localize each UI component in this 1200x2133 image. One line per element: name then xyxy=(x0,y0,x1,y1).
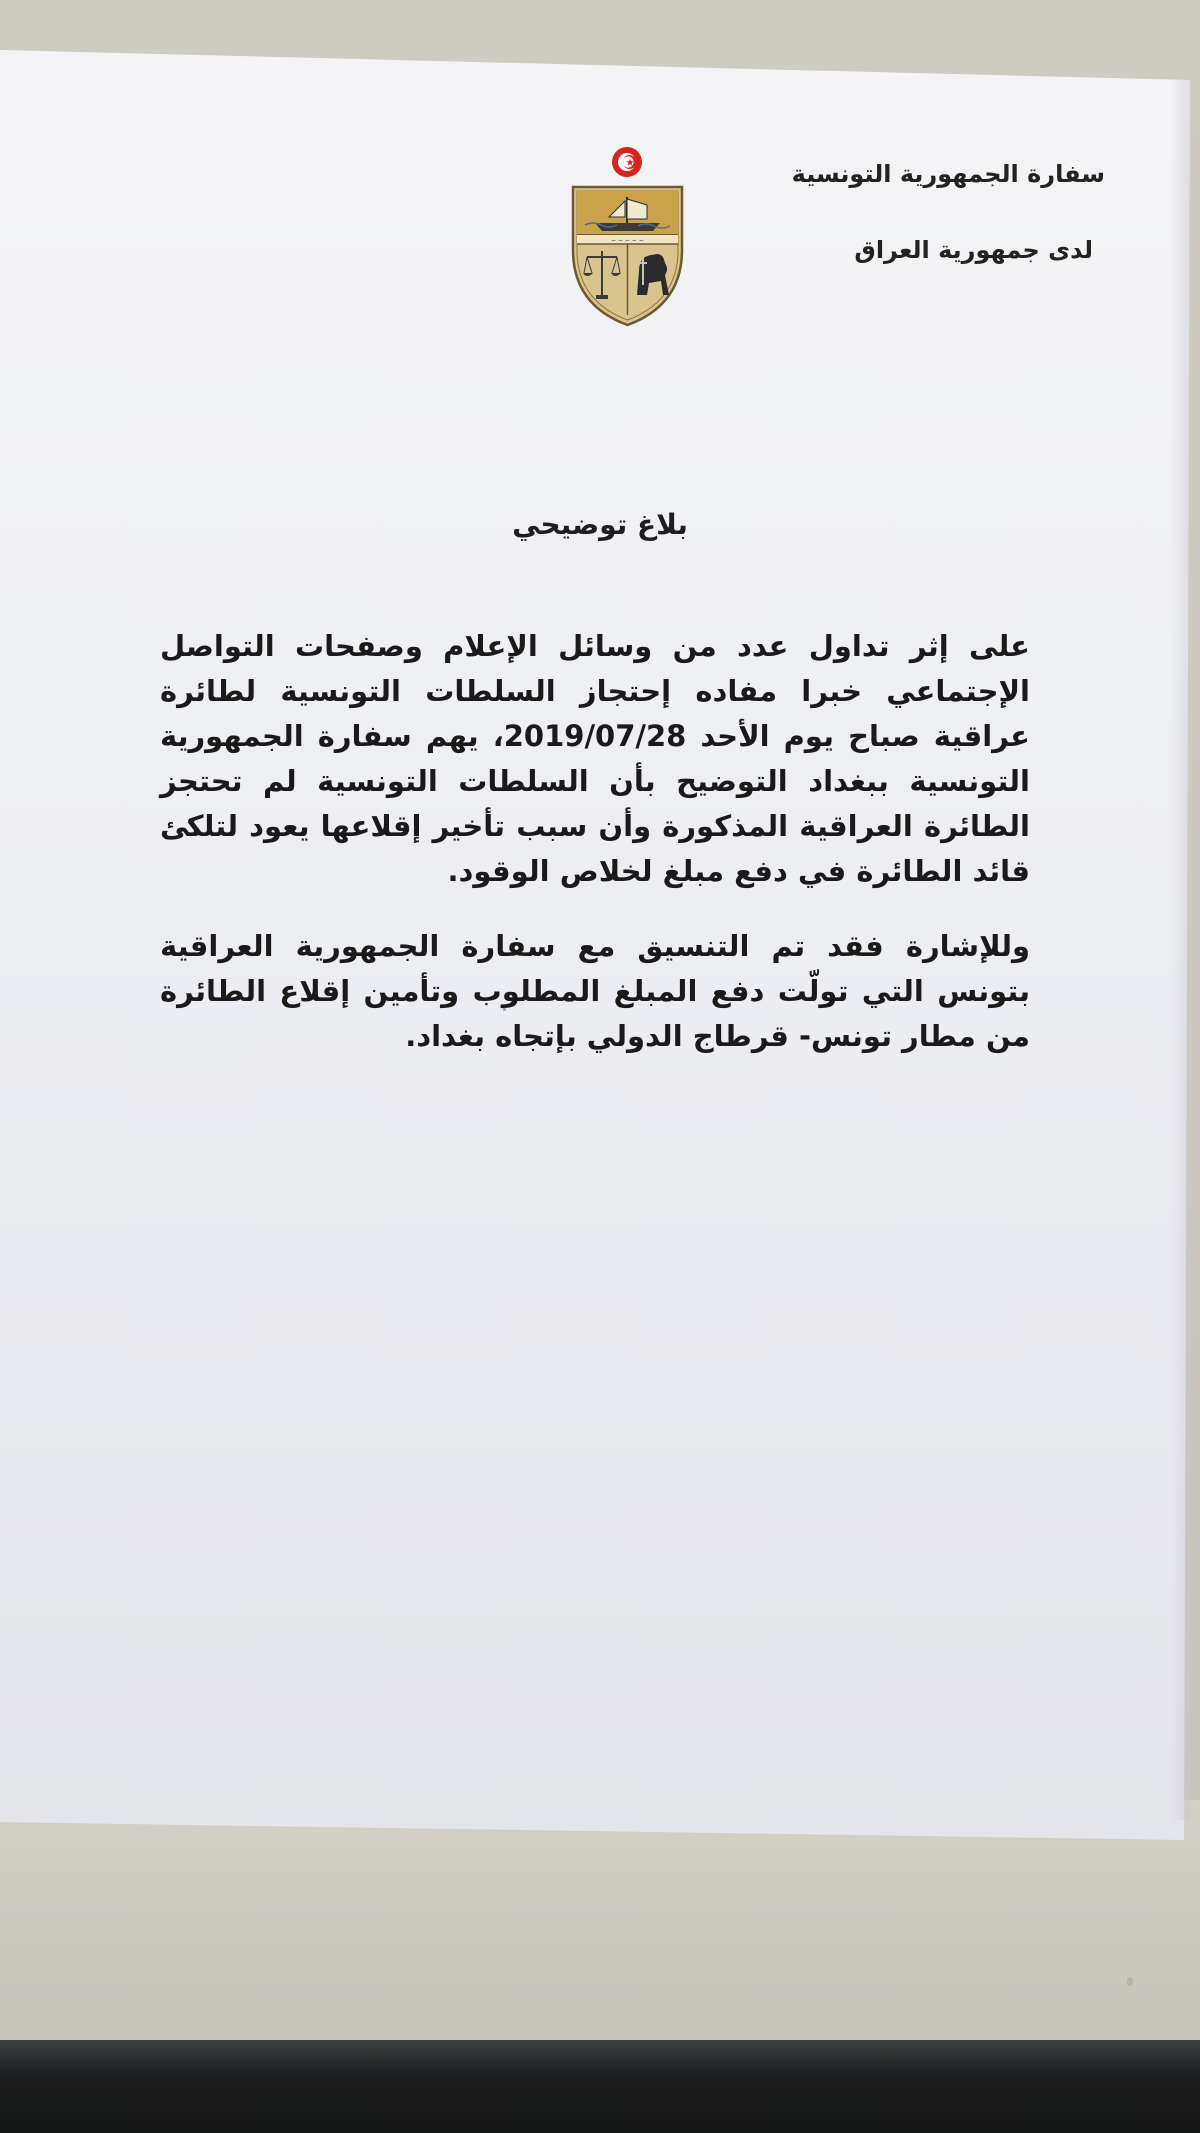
paragraph-1: على إثر تداول عدد من وسائل الإعلام وصفحات التواصل الإجتماعي خبرا مفاده إحتجاز السلطات التونسية لطائرة عراقية صباح يوم الأحد 2019/07/28، يهم سفارة الجمهورية التونسية ببغداد التوضيح بأن السلطات التونسية لم تحتجز الطائرة العراقية المذكورة وأن سبب تأخير إقلاعها يعود لتلكئ قائد الطائرة في دفع مبلغ لخلاص الوقود. xyxy=(160,629,1030,888)
embassy-location: لدى جمهورية العراق xyxy=(854,236,1093,264)
paper-speck xyxy=(503,1008,506,1011)
embassy-name: سفارة الجمهورية التونسية xyxy=(791,160,1105,188)
table-edge xyxy=(0,2040,1200,2133)
svg-text:~ ~ ~ ~ ~: ~ ~ ~ ~ ~ xyxy=(611,237,644,245)
paragraph-2: وللإشارة فقد تم التنسيق مع سفارة الجمهورية العراقية بتونس التي تولّت دفع المبلغ المطلوب وتأمين إقلاع الطائرة من مطار تونس- قرطاج الدولي بإتجاه بغداد. xyxy=(160,929,1030,1053)
table-speck xyxy=(1127,1977,1133,1986)
embassy-header xyxy=(792,160,1105,264)
paper-shadow xyxy=(1170,80,1190,1820)
coat-of-arms-emblem xyxy=(565,145,690,330)
statement-body xyxy=(160,624,1030,1089)
page-title: بلاغ توضيحي xyxy=(512,508,688,541)
